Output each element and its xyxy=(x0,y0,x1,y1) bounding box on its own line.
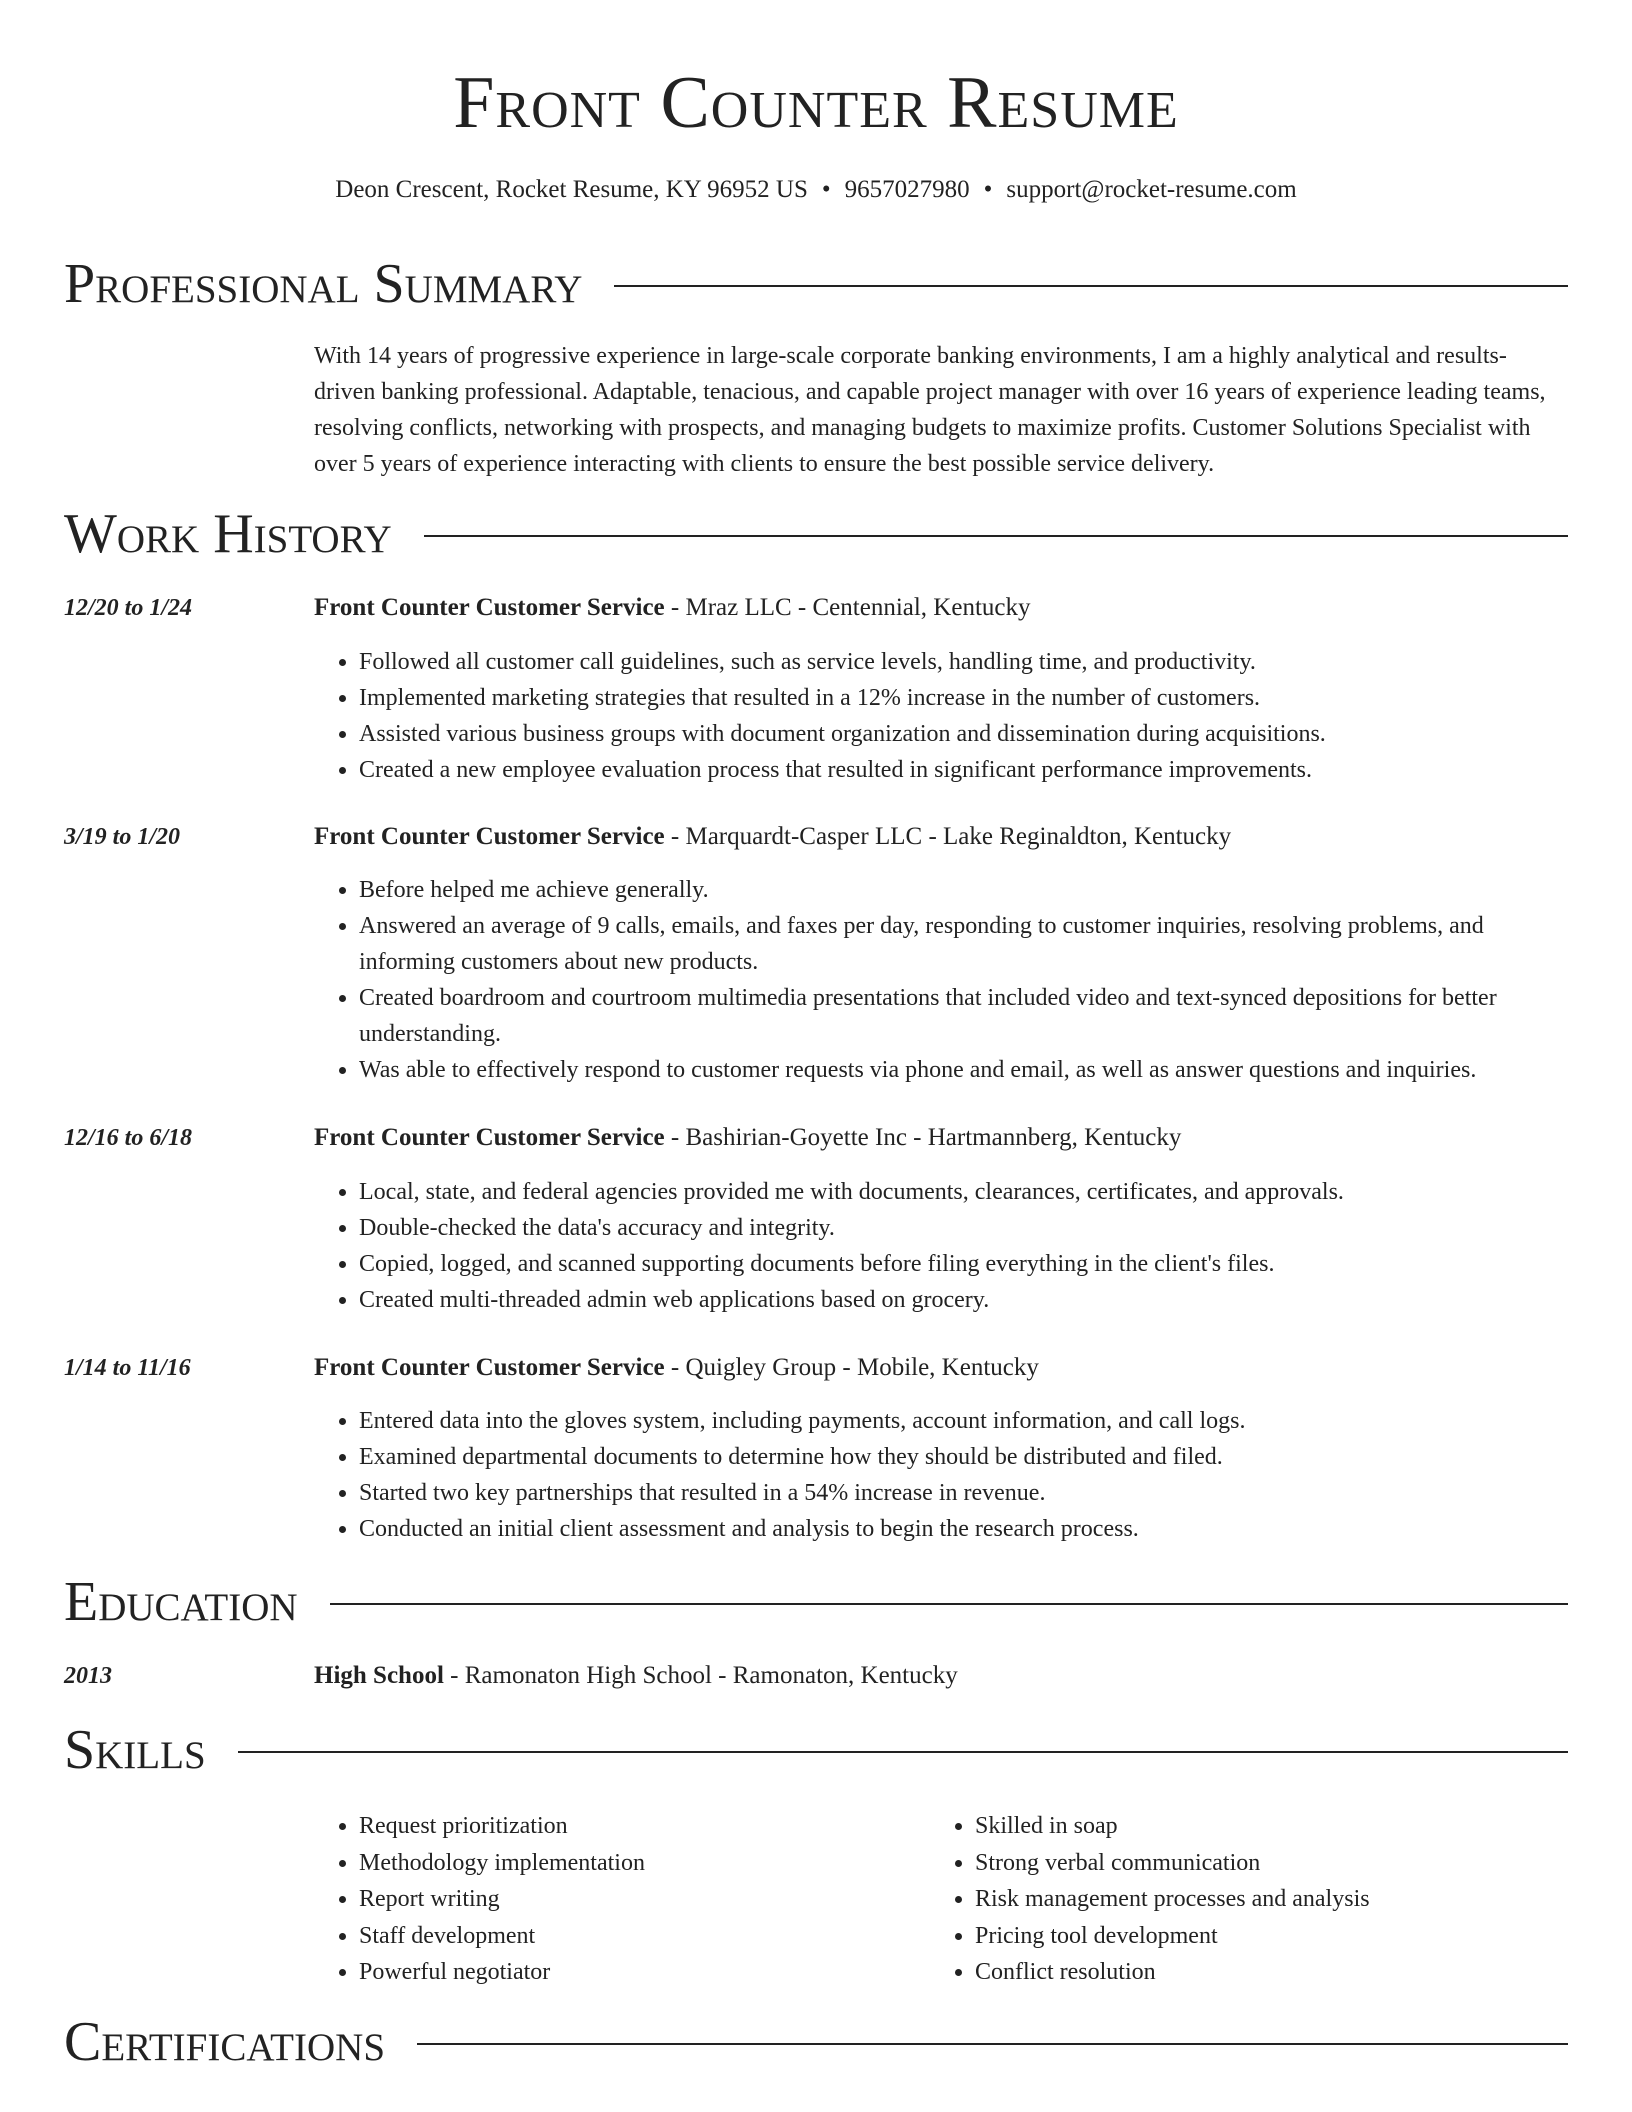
section-title-education: Education xyxy=(64,1571,298,1633)
skill-item: • Strong verbal communication xyxy=(975,1845,1568,1882)
list-item: • Examined departmental documents to determine how they should be distributed and filed. xyxy=(359,1439,1568,1475)
job-bullets xyxy=(314,1403,1568,1547)
job-heading xyxy=(314,590,1568,626)
skill-item: • Staff development xyxy=(359,1918,924,1955)
job-date: 12/16 to 6/18 xyxy=(64,1125,193,1151)
job-heading xyxy=(314,819,1568,855)
job-date: 3/19 to 1/20 xyxy=(64,824,181,850)
job-date: 1/14 to 11/16 xyxy=(64,1355,191,1381)
job-details: - Bashirian-Goyette Inc - Hartmannberg, Kentucky xyxy=(664,1124,1182,1151)
section-header-summary xyxy=(64,252,1568,316)
job-date: 12/20 to 1/24 xyxy=(64,595,193,621)
section-divider xyxy=(614,285,1568,287)
job-bullets xyxy=(314,872,1568,1088)
section-divider xyxy=(424,535,1568,537)
resume-title: Front Counter Resume xyxy=(453,62,1179,144)
section-header-skills xyxy=(64,1718,1568,1782)
list-item: • Assisted various business groups with document organization and dissemination during acquisitions. xyxy=(359,716,1568,752)
skill-item: • Risk management processes and analysis xyxy=(975,1881,1568,1918)
education-details: - Ramonaton High School - Ramonaton, Kentucky xyxy=(443,1662,958,1689)
list-item: • Local, state, and federal agencies provided me with documents, clearances, certificates, and approvals. xyxy=(359,1174,1568,1210)
job-heading xyxy=(314,1350,1568,1386)
contact-email: support@rocket-resume.com xyxy=(1006,176,1297,203)
job-bullets xyxy=(314,1174,1568,1318)
list-item: • Created a new employee evaluation process that resulted in significant performance improvements. xyxy=(359,752,1568,788)
list-item: • Implemented marketing strategies that resulted in a 12% increase in the number of customers. xyxy=(359,680,1568,716)
list-item: • Copied, logged, and scanned supporting documents before filing everything in the client's files. xyxy=(359,1246,1568,1282)
list-item: • Started two key partnerships that resulted in a 54% increase in revenue. xyxy=(359,1475,1568,1511)
job-title: Front Counter Customer Service xyxy=(314,823,665,850)
section-divider xyxy=(330,1603,1568,1605)
contact-line xyxy=(0,172,1632,208)
section-divider xyxy=(238,1751,1568,1753)
section-header-work xyxy=(64,502,1568,566)
education-date: 2013 xyxy=(64,1663,112,1689)
job-details: - Marquardt-Casper LLC - Lake Reginaldton, Kentucky xyxy=(664,823,1232,850)
list-item: • Created boardroom and courtroom multimedia presentations that included video and text-synced depositions for better understanding. xyxy=(359,980,1568,1052)
contact-phone: 9657027980 xyxy=(844,176,970,203)
skill-item: • Report writing xyxy=(359,1881,924,1918)
section-header-education xyxy=(64,1570,1568,1634)
skills-list-left xyxy=(314,1808,924,1991)
skill-item: • Pricing tool development xyxy=(975,1918,1568,1955)
skill-item: • Methodology implementation xyxy=(359,1845,924,1882)
section-title-skills: Skills xyxy=(64,1719,206,1781)
list-item: • Conducted an initial client assessment and analysis to begin the research process. xyxy=(359,1511,1568,1547)
job-details: - Mraz LLC - Centennial, Kentucky xyxy=(664,594,1031,621)
job-bullets xyxy=(314,644,1568,788)
job-title: Front Counter Customer Service xyxy=(314,1354,665,1381)
education-degree: High School xyxy=(314,1662,444,1689)
list-item: • Double-checked the data's accuracy and integrity. xyxy=(359,1210,1568,1246)
list-item: • Followed all customer call guidelines, such as service levels, handling time, and productivity. xyxy=(359,644,1568,680)
list-item: • Was able to effectively respond to customer requests via phone and email, as well as answer questions and inquiries. xyxy=(359,1052,1568,1088)
list-item: • Before helped me achieve generally. xyxy=(359,872,1568,908)
section-divider xyxy=(417,2043,1568,2045)
list-item: • Created multi-threaded admin web applications based on grocery. xyxy=(359,1282,1568,1318)
list-item: • Answered an average of 9 calls, emails, and faxes per day, responding to customer inquiries, resolving problems, and informing customers about new products. xyxy=(359,908,1568,980)
skill-item: • Conflict resolution xyxy=(975,1954,1568,1991)
section-header-certifications xyxy=(64,2010,1568,2074)
education-heading xyxy=(314,1658,1568,1694)
contact-address: Deon Crescent, Rocket Resume, KY 96952 US xyxy=(335,176,808,203)
job-title: Front Counter Customer Service xyxy=(314,594,665,621)
job-heading xyxy=(314,1120,1568,1156)
job-details: - Quigley Group - Mobile, Kentucky xyxy=(664,1354,1039,1381)
contact-separator: • xyxy=(821,176,831,203)
list-item: • Entered data into the gloves system, including payments, account information, and call logs. xyxy=(359,1403,1568,1439)
skill-item: • Powerful negotiator xyxy=(359,1954,924,1991)
skill-item: • Request prioritization xyxy=(359,1808,924,1845)
summary-text: With 14 years of progressive experience in large-scale corporate banking environments, I am a highly analytical and results-driven banking professional. Adaptable, tenacious, and capable project manager with over 16 years of experience leading teams, resolving conflicts, networking with prospects, and managing budgets to maximize profits. Customer Solutions Specialist with over 5 years of experience interacting with clients to ensure the best possible service delivery. xyxy=(314,343,1546,477)
job-title: Front Counter Customer Service xyxy=(314,1124,665,1151)
contact-separator: • xyxy=(983,176,993,203)
section-title-work: Work History xyxy=(64,503,392,565)
skill-item: • Skilled in soap xyxy=(975,1808,1568,1845)
section-title-summary: Professional Summary xyxy=(64,253,583,315)
section-title-certifications: Certifications xyxy=(64,2011,386,2073)
skills-list-right xyxy=(930,1808,1568,1991)
